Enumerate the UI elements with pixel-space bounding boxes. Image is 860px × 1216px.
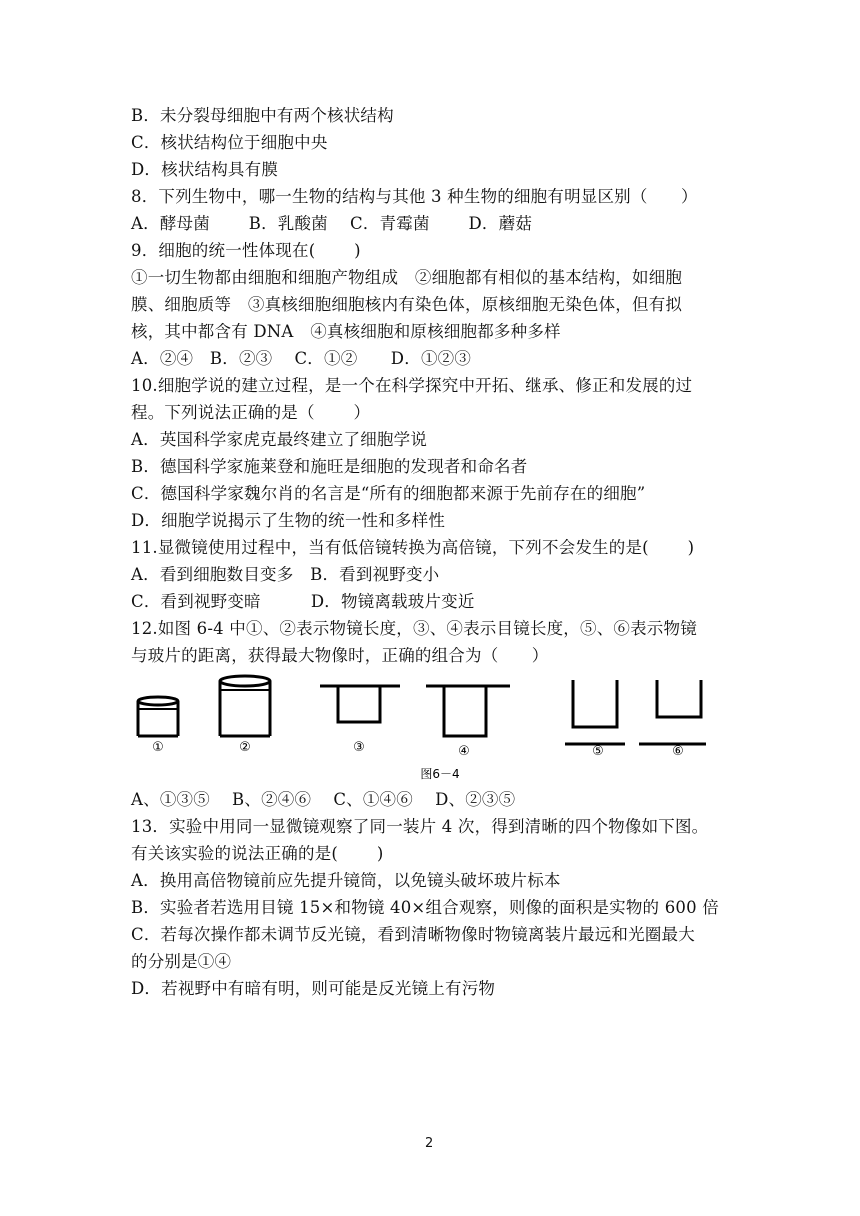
q10-stem-2: 程。下列说法正确的是（ ） xyxy=(131,403,371,422)
figure-label-6: ⑥ xyxy=(672,744,684,759)
figure-label-4: ④ xyxy=(458,744,470,759)
q10-option-c: C．德国科学家魏尔肖的名言是“所有的细胞都来源于先前存在的细胞” xyxy=(131,484,646,503)
q7-option-c: C．核状结构位于细胞中央 xyxy=(131,133,328,152)
q13-option-d: D．若视野中有暗有明，则可能是反光镜上有污物 xyxy=(131,979,496,998)
objective-distance-6-shape xyxy=(639,680,706,744)
figure-caption: 图6－4 xyxy=(420,767,460,781)
q8-options: A．酵母菌 B．乳酸菌 C．青霉菌 D．蘑菇 xyxy=(131,214,533,233)
q9-line-2: 膜、细胞质等 ③真核细胞细胞核内有染色体，原核细胞无染色体，但有拟 xyxy=(131,295,683,314)
q7-option-d: D．核状结构具有膜 xyxy=(131,160,279,179)
figure-label-1: ① xyxy=(152,740,164,755)
q13-option-c-1: C．若每次操作都未调节反光镜，看到清晰物像时物镜离装片最远和光圈最大 xyxy=(131,925,695,944)
objective-lens-1-shape xyxy=(138,697,178,736)
objective-lens-2-shape xyxy=(220,676,270,736)
q13-stem-1: 13．实验中用同一显微镜观察了同一装片 4 次，得到清晰的四个物像如下图。 xyxy=(131,817,709,836)
q12-stem-1: 12.如图 6-4 中①、②表示物镜长度，③、④表示目镜长度，⑤、⑥表示物镜 xyxy=(131,619,697,638)
page-number: 2 xyxy=(425,1136,434,1151)
q10-option-a: A．英国科学家虎克最终建立了细胞学说 xyxy=(131,430,428,449)
q9-stem: 9．细胞的统一性体现在( ) xyxy=(131,241,361,260)
eyepiece-3-shape xyxy=(320,686,400,722)
q10-option-b: B．德国科学家施莱登和施旺是细胞的发现者和命名者 xyxy=(131,457,528,476)
q7-option-b: B．未分裂母细胞中有两个核状结构 xyxy=(131,106,394,125)
q10-option-d: D．细胞学说揭示了生物的统一性和多样性 xyxy=(131,511,446,530)
figure-label-5: ⑤ xyxy=(592,744,604,759)
q11-options-ab: A．看到细胞数目变多 B．看到视野变小 xyxy=(131,565,440,584)
q11-stem: 11.显微镜使用过程中，当有低倍镜转换为高倍镜，下列不会发生的是( ) xyxy=(131,538,695,557)
q9-options: A．②④ B．②③ C．①② D．①②③ xyxy=(131,349,472,368)
q13-stem-2: 有关该实验的说法正确的是( ) xyxy=(131,844,384,863)
q13-option-b: B．实验者若选用目镜 15×和物镜 40×组合观察，则像的面积是实物的 600 倍 xyxy=(131,898,719,917)
objective-distance-5-shape xyxy=(565,680,625,744)
q11-options-cd: C．看到视野变暗 D．物镜离载玻片变近 xyxy=(131,592,475,611)
figure-label-3: ③ xyxy=(353,740,365,755)
q13-option-a: A．换用高倍物镜前应先提升镜筒，以免镜头破坏玻片标本 xyxy=(131,871,561,890)
microscope-lens-figure xyxy=(130,672,730,787)
q12-stem-2: 与玻片的距离，获得最大物像时，正确的组合为（ ） xyxy=(131,646,549,665)
q12-options: A、①③⑤ B、②④⑥ C、①④⑥ D、②③⑤ xyxy=(131,790,516,809)
q10-stem-1: 10.细胞学说的建立过程，是一个在科学探究中开拓、继承、修正和发展的过 xyxy=(131,376,693,395)
figure-label-2: ② xyxy=(239,740,251,755)
q8-stem: 8．下列生物中，哪一生物的结构与其他 3 种生物的细胞有明显区别（ ） xyxy=(131,187,698,206)
eyepiece-4-shape xyxy=(426,686,510,736)
q13-option-c-2: 的分别是①④ xyxy=(131,952,232,971)
q9-line-3: 核，其中都含有 DNA ④真核细胞和原核细胞都多种多样 xyxy=(131,322,561,341)
q9-line-1: ①一切生物都由细胞和细胞产物组成 ②细胞都有相似的基本结构，如细胞 xyxy=(131,268,683,287)
